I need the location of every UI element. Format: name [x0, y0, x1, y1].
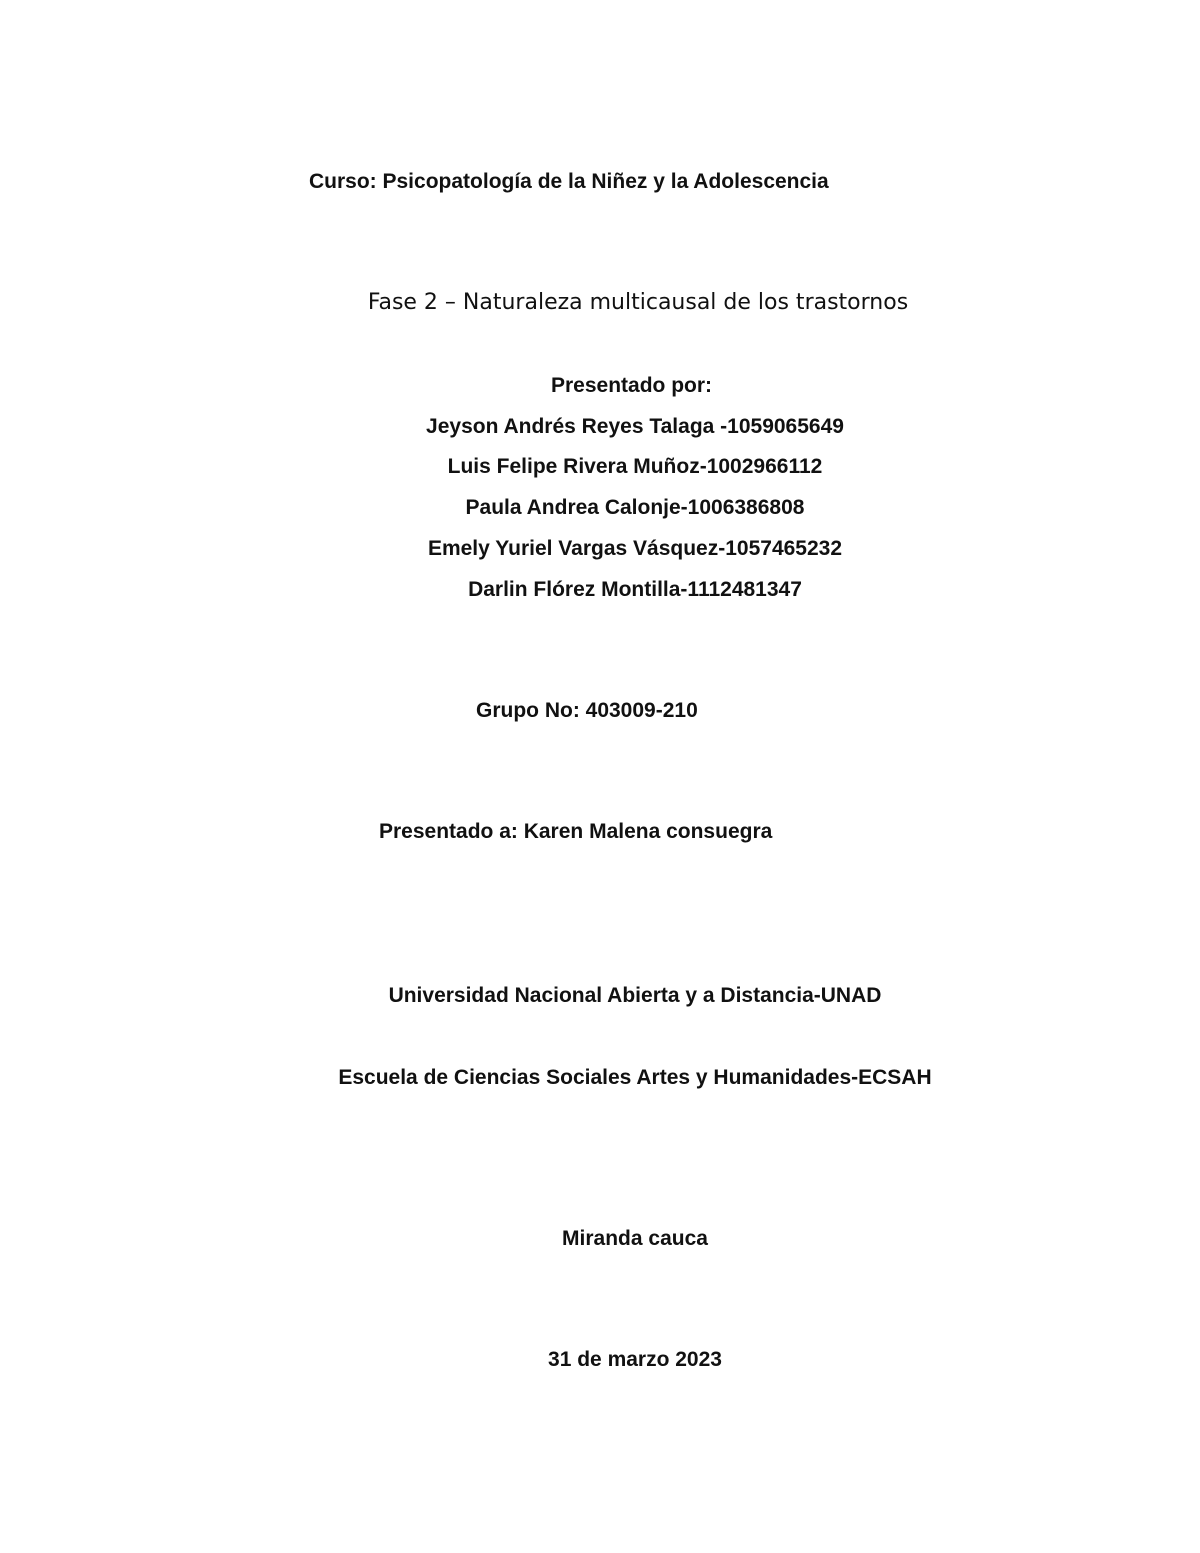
course-title: Curso: Psicopatología de la Niñez y la Adolescencia [309, 170, 829, 193]
member-name: Luis Felipe Rivera Muñoz-1002966112 [447, 455, 823, 478]
group-number: Grupo No: 403009-210 [476, 699, 698, 722]
member-name: Paula Andrea Calonje-1006386808 [465, 496, 805, 519]
presented-by-label: Presentado por: [550, 374, 713, 397]
member-name: Jeyson Andrés Reyes Talaga -1059065649 [426, 415, 844, 438]
member-name: Darlin Flórez Montilla-1112481347 [468, 578, 802, 601]
member-name: Emely Yuriel Vargas Vásquez-1057465232 [427, 537, 843, 560]
phase-title: Fase 2 – Naturaleza multicausal de los trastornos [367, 290, 909, 315]
school-name: Escuela de Ciencias Sociales Artes y Humanidades-ECSAH [338, 1066, 932, 1089]
university-name: Universidad Nacional Abierta y a Distancia-UNAD [388, 984, 882, 1007]
date: 31 de marzo 2023 [548, 1348, 722, 1371]
city: Miranda cauca [562, 1227, 708, 1250]
presented-to: Presentado a: Karen Malena consuegra [379, 820, 773, 843]
